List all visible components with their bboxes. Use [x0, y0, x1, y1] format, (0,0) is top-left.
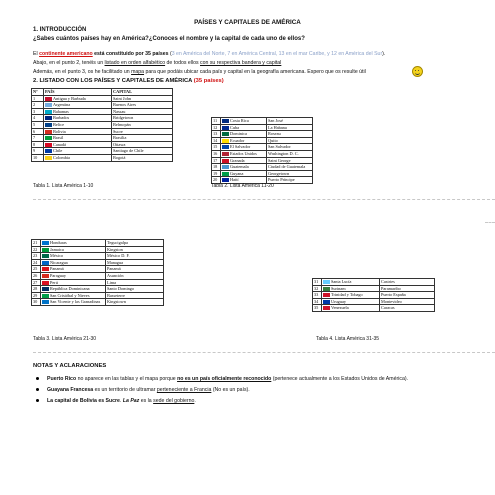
country-cell	[221, 170, 267, 177]
flag-icon	[323, 287, 330, 291]
country-name: Colombia	[53, 154, 70, 160]
table-row	[32, 259, 164, 266]
table-row	[32, 279, 164, 286]
country-name: San Cristóbal y Nieves	[50, 292, 90, 298]
country-cell	[221, 157, 267, 164]
flag-icon	[45, 116, 52, 120]
country-name: Canadá	[53, 141, 66, 147]
table-row	[32, 246, 164, 253]
countries-table-4	[312, 278, 435, 312]
capital-cell: Puerto España	[380, 292, 435, 299]
flag-icon	[45, 130, 52, 134]
capital-cell: Kingston	[106, 246, 164, 253]
capital-cell: Buenos Aires	[112, 102, 173, 109]
table-row	[32, 266, 164, 273]
table-row	[32, 253, 164, 260]
table-row	[32, 154, 173, 161]
row-number: 21	[32, 240, 41, 247]
capital-cell: Roseau	[267, 131, 313, 138]
country-name: Chile	[53, 148, 63, 154]
capital-cell: Montevideo	[380, 298, 435, 305]
country-cell	[221, 144, 267, 151]
row-number: 35	[313, 305, 322, 312]
country-name: Dominica	[230, 131, 247, 137]
notes-divider	[33, 352, 495, 353]
intro-paragraph-3: Además, en el punto 3, os he facilitado un mapa para que podáis ubicar cada país y capital en la geografía americana. Espero que os resulte útil	[33, 69, 366, 75]
country-name: Jamaica	[50, 246, 64, 252]
margin-mark	[485, 222, 495, 223]
country-cell	[44, 141, 112, 148]
notes-heading: NOTAS Y ACLARACIONES	[33, 363, 107, 369]
country-cell	[322, 305, 380, 312]
row-number: 1	[32, 95, 44, 102]
table-1-caption: Tabla 1. Lista América 1-10	[33, 183, 94, 189]
table-row	[212, 131, 313, 138]
table-row	[32, 115, 173, 122]
flag-icon	[42, 261, 49, 265]
country-name: Argentina	[53, 102, 71, 108]
country-name: Haití	[230, 177, 239, 183]
capital-cell: La Habana	[267, 124, 313, 131]
country-cell	[44, 154, 112, 161]
flag-icon	[222, 165, 229, 169]
capital-cell: Paramaribo	[380, 285, 435, 292]
capital-cell: Asunción	[106, 272, 164, 279]
country-cell	[41, 279, 106, 286]
table-2-caption: Tabla 2. Lista América 11-20	[211, 183, 274, 189]
row-number: 30	[32, 299, 41, 306]
row-number: 14	[212, 137, 221, 144]
country-name: Granada	[230, 157, 245, 163]
flag-icon	[42, 248, 49, 252]
section-divider	[33, 199, 495, 200]
table-row	[212, 144, 313, 151]
flag-icon	[42, 281, 49, 285]
countries-table-3	[31, 239, 164, 306]
countries-table-1	[31, 88, 173, 162]
flag-icon	[222, 132, 229, 136]
country-cell	[322, 292, 380, 299]
row-number: 5	[32, 121, 44, 128]
table-row	[313, 298, 435, 305]
table-4-wrapper	[312, 278, 435, 312]
capital-cell: Lima	[106, 279, 164, 286]
row-number: 2	[32, 102, 44, 109]
header-country: PAÍS	[44, 89, 112, 96]
bullet-icon	[36, 377, 39, 380]
row-number: 8	[32, 141, 44, 148]
row-number: 25	[32, 266, 41, 273]
country-cell	[322, 298, 380, 305]
country-cell	[221, 118, 267, 125]
row-number: 9	[32, 148, 44, 155]
table-row	[313, 305, 435, 312]
intro-heading: 1. INTRODUCCIÓN	[33, 27, 87, 33]
row-number: 12	[212, 124, 221, 131]
table-row	[212, 124, 313, 131]
capital-cell: Sucre	[112, 128, 173, 135]
header-number: Nº	[32, 89, 44, 96]
table-row	[212, 157, 313, 164]
table-row	[32, 299, 164, 306]
row-number: 18	[212, 164, 221, 171]
country-cell	[44, 128, 112, 135]
table-row	[212, 164, 313, 171]
country-name: El Salvador	[230, 144, 251, 150]
table-row	[212, 137, 313, 144]
country-cell	[41, 299, 106, 306]
country-name: Uruguay	[331, 298, 347, 304]
table-4-caption: Tabla 4. Lista América 31-35	[316, 336, 380, 342]
country-name: México	[50, 253, 64, 259]
row-number: 22	[32, 246, 41, 253]
note-bolivia: La capital de Bolivia es Sucre. La Paz es la sede del gobierno.	[36, 398, 196, 404]
capital-cell: Panamá	[106, 266, 164, 273]
country-name: Belice	[53, 121, 64, 127]
capital-cell: Castries	[380, 279, 435, 286]
flag-icon	[222, 145, 229, 149]
flag-icon	[45, 110, 52, 114]
flag-icon	[45, 136, 52, 140]
country-cell	[44, 95, 112, 102]
flag-icon	[222, 152, 229, 156]
country-cell	[44, 115, 112, 122]
capital-cell: Basseterre	[106, 292, 164, 299]
country-name: República Dominicana	[50, 286, 90, 292]
capital-cell: Nassau	[112, 108, 173, 115]
capital-cell: Managua	[106, 259, 164, 266]
country-name: Ecuador	[230, 137, 245, 143]
capital-cell: Puerto Príncipe	[267, 177, 313, 184]
row-number: 6	[32, 128, 44, 135]
flag-icon	[42, 300, 49, 304]
country-cell	[41, 286, 106, 293]
country-cell	[44, 108, 112, 115]
table-row	[32, 141, 173, 148]
country-cell	[41, 240, 106, 247]
listing-heading: 2. LISTADO CON LOS PAÍSES Y CAPITALES DE AMÉRICA (35 países)	[33, 78, 224, 84]
country-cell	[221, 164, 267, 171]
flag-icon	[45, 103, 52, 107]
note-guayana: Guayana Francesa es un territorio de ultramar perteneciente a Francia (No es un país).	[36, 387, 250, 393]
capital-cell: Belmopán	[112, 121, 173, 128]
continent-link: continente americano	[39, 51, 93, 57]
row-number: 20	[212, 177, 221, 184]
flag-icon	[222, 159, 229, 163]
row-number: 7	[32, 135, 44, 142]
row-number: 31	[313, 279, 322, 286]
table-row	[32, 292, 164, 299]
table-row	[313, 279, 435, 286]
capital-cell: San Salvador	[267, 144, 313, 151]
country-name: San Vicente y las Granadinas	[50, 299, 101, 305]
capital-cell: Georgetown	[267, 170, 313, 177]
country-name: Paraguay	[50, 272, 66, 278]
row-number: 13	[212, 131, 221, 138]
country-cell	[44, 148, 112, 155]
capital-cell: Santo Domingo	[106, 286, 164, 293]
flag-icon	[323, 293, 330, 297]
country-name: Brasil	[53, 135, 64, 141]
capital-cell: Washington D. C.	[267, 150, 313, 157]
capital-cell: Bridgetown	[112, 115, 173, 122]
country-cell	[221, 124, 267, 131]
row-number: 34	[313, 298, 322, 305]
table-3-wrapper	[31, 239, 164, 306]
flag-icon	[222, 172, 229, 176]
table-1-wrapper	[31, 88, 173, 162]
table-row	[212, 118, 313, 125]
flag-icon	[222, 139, 229, 143]
flag-icon	[42, 294, 49, 298]
country-name: Barbados	[53, 115, 70, 121]
country-name: Bolivia	[53, 128, 66, 134]
country-name: Cuba	[230, 124, 240, 130]
flag-icon	[323, 306, 330, 310]
country-cell	[221, 137, 267, 144]
table-2-wrapper	[211, 117, 313, 184]
capital-cell: San José	[267, 118, 313, 125]
country-name: Honduras	[50, 240, 67, 245]
row-number: 4	[32, 115, 44, 122]
countries-table-2	[211, 117, 313, 184]
capital-cell: Brasilia	[112, 135, 173, 142]
country-name: Nicaragua	[50, 259, 68, 265]
flag-icon	[42, 267, 49, 271]
country-cell	[41, 272, 106, 279]
flag-icon	[42, 241, 49, 245]
intro-paragraph-2: Abajo, en el punto 2, tenéis un listado en orden alfabético de todos ellos con su respectiva bandera y capital	[33, 60, 282, 66]
country-cell	[41, 259, 106, 266]
flag-icon	[45, 149, 52, 153]
document-title: PAÍSES Y CAPITALES DE AMÉRICA	[194, 19, 301, 26]
row-number: 32	[313, 285, 322, 292]
country-cell	[41, 266, 106, 273]
capital-cell: México D. F.	[106, 253, 164, 260]
flag-icon	[45, 143, 52, 147]
row-number: 17	[212, 157, 221, 164]
capital-cell: Kingstown	[106, 299, 164, 306]
capital-cell: Quito	[267, 137, 313, 144]
row-number: 10	[32, 154, 44, 161]
flag-icon	[222, 119, 229, 123]
country-cell	[44, 102, 112, 109]
header-capital: CAPITAL	[112, 89, 173, 96]
capital-cell: Caracas	[380, 305, 435, 312]
bullet-icon	[36, 388, 39, 391]
country-cell	[41, 253, 106, 260]
table-row	[32, 135, 173, 142]
flag-icon	[42, 287, 49, 291]
country-name: Perú	[50, 279, 58, 285]
row-number: 33	[313, 292, 322, 299]
country-name: Trinidad y Tobago	[331, 292, 363, 298]
row-number: 27	[32, 279, 41, 286]
table-row	[32, 128, 173, 135]
flag-icon	[45, 123, 52, 127]
capital-cell: Tegucigalpa	[106, 240, 164, 247]
row-number: 16	[212, 150, 221, 157]
table-3-caption: Tabla 3. Lista América 21-30	[33, 336, 97, 342]
row-number: 23	[32, 253, 41, 260]
country-cell	[44, 121, 112, 128]
table-row	[32, 95, 173, 102]
bullet-icon	[36, 399, 39, 402]
row-number: 24	[32, 259, 41, 266]
country-name: Venezuela	[331, 305, 349, 311]
country-cell	[221, 131, 267, 138]
flag-icon	[45, 97, 52, 101]
row-number: 3	[32, 108, 44, 115]
country-name: Guatemala	[230, 164, 249, 170]
flag-icon	[45, 156, 52, 160]
country-cell	[41, 292, 106, 299]
country-cell	[44, 135, 112, 142]
country-cell	[322, 285, 380, 292]
capital-cell: Santiago de Chile	[112, 148, 173, 155]
country-name: Antigua y Barbuda	[53, 95, 86, 101]
country-cell	[41, 246, 106, 253]
table-row	[32, 148, 173, 155]
capital-cell: Saint John	[112, 95, 173, 102]
capital-cell: Saint George	[267, 157, 313, 164]
table-row	[212, 150, 313, 157]
row-number: 26	[32, 272, 41, 279]
table-row	[32, 240, 164, 247]
row-number: 19	[212, 170, 221, 177]
row-number: 11	[212, 118, 221, 125]
table-row	[32, 272, 164, 279]
intro-question: ¿Sabes cuántos países hay en América?¿Conoces el nombre y la capital de cada uno de ellos?	[33, 36, 305, 42]
flag-icon	[222, 126, 229, 130]
country-name: Guyana	[230, 170, 244, 176]
row-number: 29	[32, 292, 41, 299]
table-row	[212, 170, 313, 177]
country-name: Bahamas	[53, 108, 69, 114]
table-row	[32, 102, 173, 109]
country-name: Costa Rica	[230, 118, 249, 123]
country-cell	[221, 150, 267, 157]
table-row	[32, 108, 173, 115]
country-name: Panamá	[50, 266, 64, 272]
table-row	[313, 285, 435, 292]
flag-icon	[323, 300, 330, 304]
capital-cell: Ciudad de Guatemala	[267, 164, 313, 171]
capital-cell: Ottawa	[112, 141, 173, 148]
country-name: Surinam	[331, 285, 346, 291]
row-number: 15	[212, 144, 221, 151]
flag-icon	[222, 178, 229, 182]
intro-paragraph-1: El continente americano está constituido por 35 países (3 en América del Norte, 7 en América Central, 13 en el mar Caribe, y 12 en América del Sur).	[33, 51, 386, 57]
capital-cell: Bogotá	[112, 154, 173, 161]
smiley-icon	[412, 66, 423, 77]
table-row	[313, 292, 435, 299]
note-puerto-rico: Puerto Rico no aparece en las tablas y el mapa porque no es un país oficialmente reconocido (pertenece actualmente a los Estados Unidos de América).	[36, 376, 408, 382]
flag-icon	[323, 280, 330, 284]
country-name: Santa Lucía	[331, 279, 352, 284]
row-number: 28	[32, 286, 41, 293]
flag-icon	[42, 274, 49, 278]
country-name: Estados Unidos	[230, 150, 257, 156]
table-row	[32, 286, 164, 293]
table-row	[32, 121, 173, 128]
country-cell	[322, 279, 380, 286]
flag-icon	[42, 254, 49, 258]
